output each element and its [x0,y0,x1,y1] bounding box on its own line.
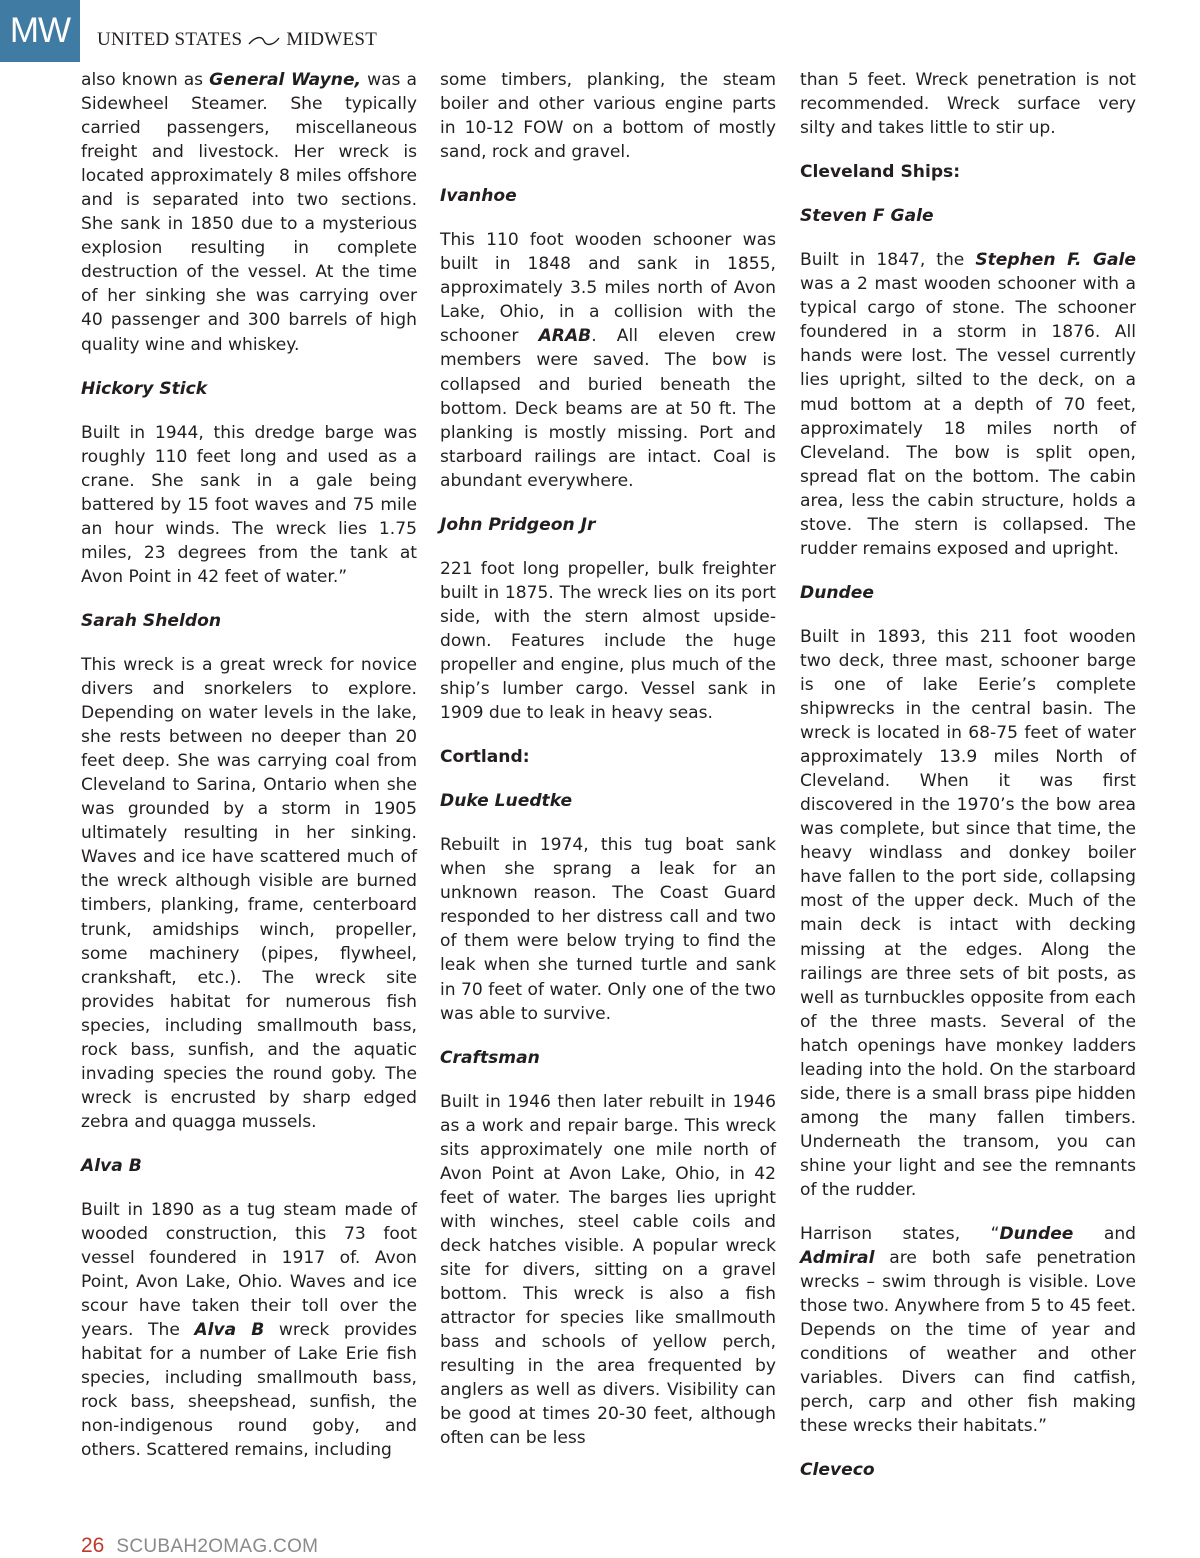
dundee-paragraph: Built in 1893, this 211 foot wooden two deck, three mast, schooner barge is one of lake Eerie’s complete shipwrecks in the central basin. The wreck is located in 68-75 feet of water approximately 13.9 miles North of Cleveland. When it was first discovered in the 1970’s the bow area was complete, but since that time, the heavy windlass and donkey boiler have fallen to the port side, collapsing most of the upper deck. Much of the main deck is intact with decking missing at the edges. Along the railings are three sets of bit posts, as well as turnbuckles opposite from each of the three masts. Several of the hatch openings have monkey ladders leading into the hold. On the starboard side, there is a small brass pipe hidden among the many fallen timbers. Underneath the transom, you can shine your light and see the remnants of the rudder. [800,626,1136,1200]
article-column-3 [800,68,1136,1482]
steven-f-gale-paragraph: Built in 1847, the Stephen F. Gale was a 2 mast wooden schooner with a typical cargo of stone. The schooner foundered in a storm in 1876. All hands were lost. The vessel currently lies upright, silted to the deck, on a mud bottom at a depth of 70 feet, approximately 18 miles north of Cleveland. The bow is split open, spread flat on the bottom. The cabin area, less the cabin structure, holds a stove. The stern is collapsed. The rudder remains exposed and upright. [800,250,1136,559]
alva-b-continued-paragraph: some timbers, planking, the steam boiler and other various engine parts in 10-12 FOW on a bottom of mostly sand, rock and gravel. [440,70,776,163]
running-header [97,29,377,51]
page-footer [81,1534,318,1558]
running-header-region: UNITED STATES [97,29,243,50]
wreck-heading-craftsman: Craftsman [440,1047,540,1068]
section-heading-cortland: Cortland: [440,747,530,768]
wreck-heading-alva-b: Alva B [81,1155,142,1176]
running-header-subregion: MIDWEST [286,29,378,50]
harrison-quote-paragraph: Harrison states, “Dundee and Admiral are both safe penetration wrecks – swim through is visible. Love those two. Anywhere from 5 to 45 feet. Depends on the time of year and conditions of weather and other variables. Divers can find catfish, perch, carp and other fish making these wrecks their habitats.” [800,1224,1136,1437]
section-heading-cleveland-ships: Cleveland Ships: [800,162,961,183]
alva-b-paragraph: Built in 1890 as a tug steam made of wooded construction, this 73 foot vessel foundered in 1917 of. Avon Point, Avon Lake, Ohio. Waves and ice scour have taken their toll over the years. The Alva B wreck provides habitat for a number of Lake Erie fish species, including smallmouth bass, rock bass, sheepshead, sunfish, the non-indigenous round goby, and others. Scattered remains, including [81,1199,418,1461]
wreck-heading-dundee: Dundee [800,582,874,603]
site-url: SCUBAH2OMAG.COM [116,1536,319,1557]
wreck-heading-sarah-sheldon: Sarah Sheldon [81,610,222,631]
sarah-sheldon-paragraph: This wreck is a great wreck for novice divers and snorkelers to explore. Depending on water levels in the lake, she rests between no deeper than 20 feet deep. She was carrying coal from Cleveland to Sarina, Ontario when she was grounded by a storm in 1905 ultimately resulting in her sinking. Waves and ice have scattered much of the wreck although visible are burned timbers, planking, frame, centerboard trunk, amidships winch, propeller, some machinery (pipes, flywheel, crankshaft, etc.). The wreck site provides habitat for numerous fish species, including smallmouth bass, rock bass, sunfish, and the aquatic invading species the round goby. The wreck is encrusted by sharp edged zebra and quagga mussels. [81,654,417,1132]
ship-name: ARAB [538,326,592,347]
wreck-heading-cleveco: Cleveco [800,1460,875,1481]
ship-name: Stephen F. Gale [975,250,1136,271]
section-tag: MW [0,0,80,62]
page-number: 26 [81,1534,105,1557]
ship-name: General Wayne, [209,70,362,90]
general-wayne-paragraph: also known as General Wayne, was a Sidewheel Steamer. She typically carried passengers, miscellaneous freight and livestock. Her wreck is located approximately 8 miles offshore and is separated into two sections. She sank in 1850 due to a mysterious explosion resulting in complete destruction of the vessel. At the time of her sinking she was carrying over 40 passenger and 300 barrels of high quality wine and whiskey. [81,70,417,355]
article-column-2 [440,68,776,1450]
wreck-heading-duke-luedtke: Duke Luedtke [440,791,573,812]
wreck-heading-steven-f-gale: Steven F Gale [800,206,934,227]
wreck-heading-hickory-stick: Hickory Stick [81,378,208,399]
tilde-divider-icon [248,35,280,47]
wreck-heading-john-pridgeon-jr: John Pridgeon Jr [440,514,596,535]
duke-luedtke-paragraph: Rebuilt in 1974, this tug boat sank when she sprang a leak for an unknown reason. The Coast Guard responded to her distress call and two of them were below trying to find the leak when she turned turtle and sank in 70 feet of water. Only one of the two was able to survive. [440,835,776,1024]
craftsman-paragraph: Built in 1946 then later rebuilt in 1946 as a work and repair barge. This wreck sits approximately one mile north of Avon Point at Avon Lake, Ohio, in 42 feet of water. The barges lies upright with winches, steel cable coils and deck hatches visible. A popular wreck site for divers, sitting on a gravel bottom. This wreck is also a fish attractor for species like smallmouth bass and schools of yellow perch, resulting in the area frequented by anglers as well as divers. Visibility can be good at times 20-30 feet, although often can be less [440,1091,776,1449]
article-column-1 [81,68,417,1462]
john-pridgeon-jr-paragraph: 221 foot long propeller, bulk freighter built in 1875. The wreck lies on its port side, with the stern almost upside-down. Features include the huge propeller and engine, plus much of the ship’s lumber cargo. Vessel sank in 1909 due to leak in heavy seas. [440,558,776,724]
ship-name: Alva B [194,1320,265,1341]
ivanhoe-paragraph: This 110 foot wooden schooner was built in 1848 and sank in 1855, approximately 3.5 miles north of Avon Lake, Ohio, in a collision with the schooner ARAB. All eleven crew members were saved. The bow is collapsed and buried beneath the bottom. Deck beams are at 50 ft. The planking is mostly missing. Port and starboard railings are intact. Coal is abundant everywhere. [440,230,776,491]
craftsman-continued-paragraph: than 5 feet. Wreck penetration is not recommended. Wreck surface very silty and takes little to stir up. [800,70,1136,139]
hickory-stick-paragraph: Built in 1944, this dredge barge was roughly 110 feet long and used as a crane. She sank in a gale being battered by 15 foot waves and 75 mile an hour winds. The wreck lies 1.75 miles, 23 degrees from the tank at Avon Point in 42 feet of water.” [81,422,417,587]
wreck-heading-ivanhoe: Ivanhoe [440,186,517,207]
ship-name: Dundee [999,1224,1074,1245]
ship-name: Admiral [800,1248,875,1269]
